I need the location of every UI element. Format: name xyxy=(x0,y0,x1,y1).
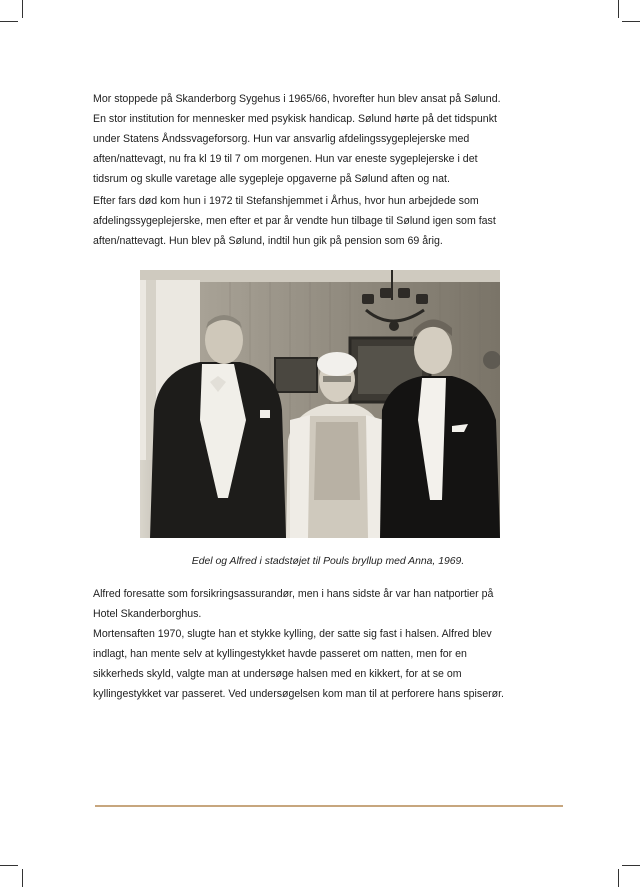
text-line: Mortensaften 1970, slugte han et stykke kylling, der satte sig fast i halsen. Alfred blev xyxy=(93,628,492,640)
text-line: Efter fars død kom hun i 1972 til Stefanshjemmet i Århus, hvor hun arbejdede som xyxy=(93,195,479,207)
text-line: indlagt, han mente selv at kyllingestykket havde passeret om natten, men for en xyxy=(93,648,467,660)
crop-mark xyxy=(22,869,23,887)
photo-caption: Edel og Alfred i stadstøjet til Pouls bryllup med Anna, 1969. xyxy=(191,556,465,567)
crop-mark xyxy=(0,21,18,22)
crop-mark xyxy=(622,21,640,22)
footer-rule xyxy=(95,805,563,807)
text-line: afdelingssygeplejerske, men efter et par år vendte hun tilbage til Sølund igen som fast xyxy=(93,215,496,227)
crop-mark xyxy=(622,865,640,866)
text-line: Hotel Skanderborghus. xyxy=(93,608,202,620)
text-line: En stor institution for mennesker med psykisk handicap. Sølund hørte på det tidspunkt xyxy=(93,113,497,125)
family-photo xyxy=(140,270,500,538)
text-line: aften/nattevagt, nu fra kl 19 til 7 om morgenen. Hun var eneste sygeplejerske i det xyxy=(93,153,478,165)
crop-mark xyxy=(618,869,619,887)
crop-mark xyxy=(618,0,619,18)
text-line: Mor stoppede på Skanderborg Sygehus i 1965/66, hvorefter hun blev ansat på Sølund. xyxy=(93,93,501,105)
text-line: under Statens Åndssvageforsorg. Hun var ansvarlig afdelingssygeplejerske med xyxy=(93,133,470,145)
paragraph xyxy=(93,89,563,189)
paragraph xyxy=(93,584,563,704)
text-line: tidsrum og skulle varetage alle sygepleje opgaverne på Sølund aften og nat. xyxy=(93,173,450,185)
crop-mark xyxy=(0,865,18,866)
text-line: Alfred foresatte som forsikringsassurandør, men i hans sidste år var han natportier på xyxy=(93,588,494,600)
crop-mark xyxy=(22,0,23,18)
text-line: aften/nattevagt. Hun blev på Sølund, indtil hun gik på pension som 69 årig. xyxy=(93,235,443,247)
text-line: kyllingestykket var passeret. Ved undersøgelsen kom man til at perforere hans spiserør. xyxy=(93,688,504,700)
paragraph xyxy=(93,191,563,251)
text-line: sikkerheds skyld, valgte man at undersøge halsen med en kikkert, for at se om xyxy=(93,668,462,680)
